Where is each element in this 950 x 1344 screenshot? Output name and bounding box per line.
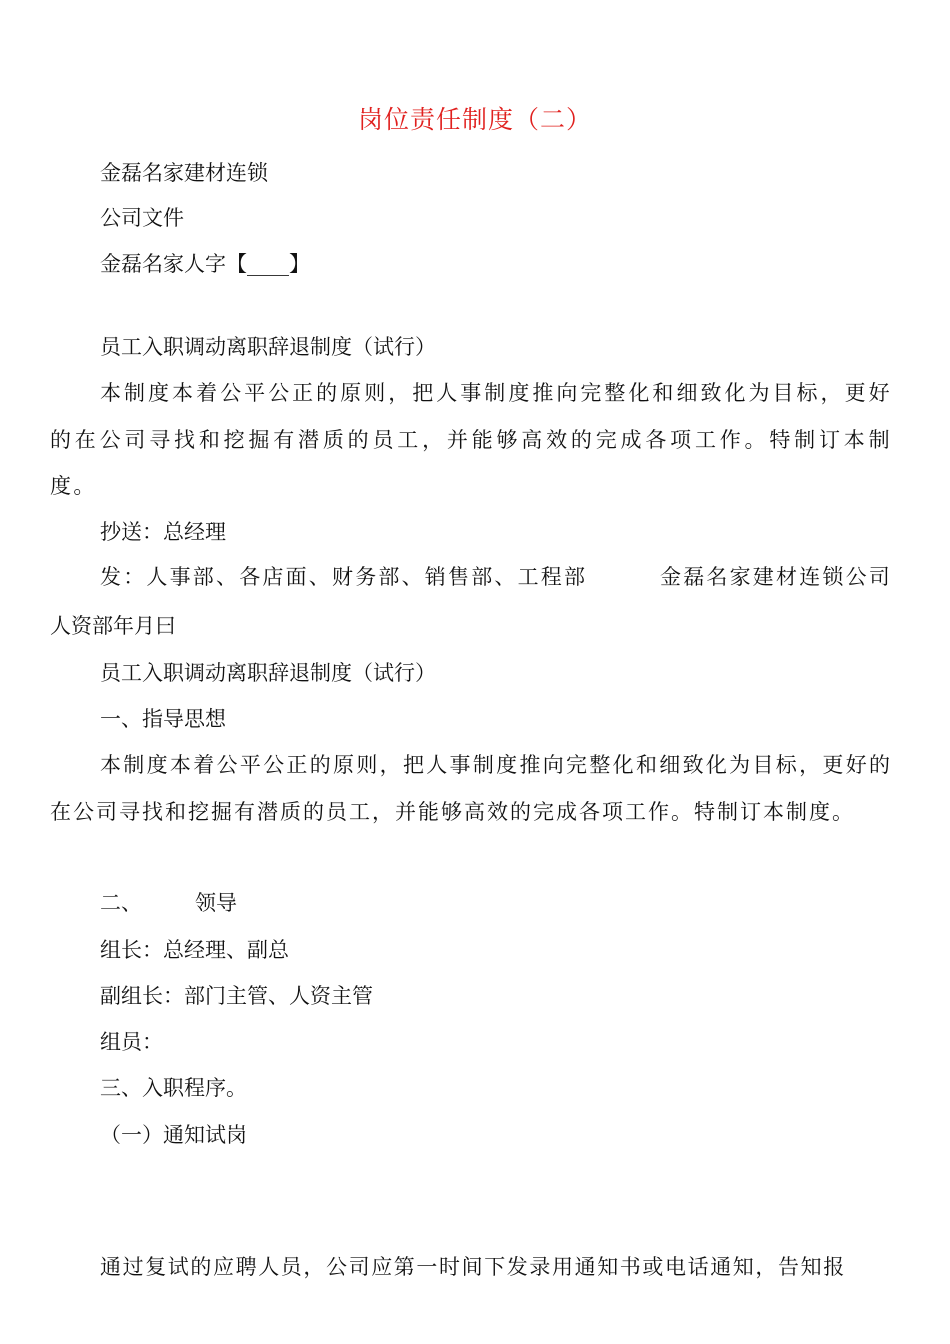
- section-1-heading: 一、指导思想: [100, 707, 226, 731]
- members-line: 组员：: [100, 1030, 163, 1054]
- document-number: 金磊名家人字【____】: [100, 252, 310, 276]
- document-title: 岗位责任制度（二）: [357, 105, 592, 134]
- section-1-paragraph: 本制度本着公平公正的原则，把人事制度推向完整化和细致化为目标，更好的在公司寻找和挖掘有潜质的员工，并能够高效的完成各项工作。特制订本制度。: [50, 753, 892, 824]
- heading-1: 员工入职调动离职辞退制度（试行）: [100, 335, 436, 359]
- heading-2: 员工入职调动离职辞退制度（试行）: [100, 661, 436, 685]
- section-3-heading: 三、入职程序。: [100, 1076, 247, 1100]
- issuer-company: 金磊名家建材连锁公司: [660, 565, 892, 589]
- last-paragraph-line: 通过复试的应聘人员，公司应第一时间下发录用通知书或电话通知，告知报: [100, 1255, 846, 1279]
- deputy-line: 副组长：部门主管、人资主管: [100, 984, 373, 1008]
- company-name: 金磊名家建材连锁: [100, 161, 268, 185]
- issuer-date: 人资部年月曰: [50, 614, 176, 638]
- intro-paragraph: 本制度本着公平公正的原则，把人事制度推向完整化和细致化为目标，更好的在公司寻找和挖掘有潜质的员工，并能够高效的完成各项工作。特制订本制度。: [50, 381, 892, 498]
- send-to-line: [100, 560, 892, 594]
- send-to-departments: 发：人事部、各店面、财务部、销售部、工程部: [100, 565, 588, 589]
- subsection-1-heading: （一）通知试岗: [100, 1123, 247, 1147]
- leader-line: 组长：总经理、副总: [100, 938, 289, 962]
- section-2-title: 领导: [195, 891, 237, 915]
- document-type: 公司文件: [100, 206, 184, 230]
- cc-line: 抄送：总经理: [100, 520, 226, 544]
- section-2-number: 二、: [100, 891, 142, 915]
